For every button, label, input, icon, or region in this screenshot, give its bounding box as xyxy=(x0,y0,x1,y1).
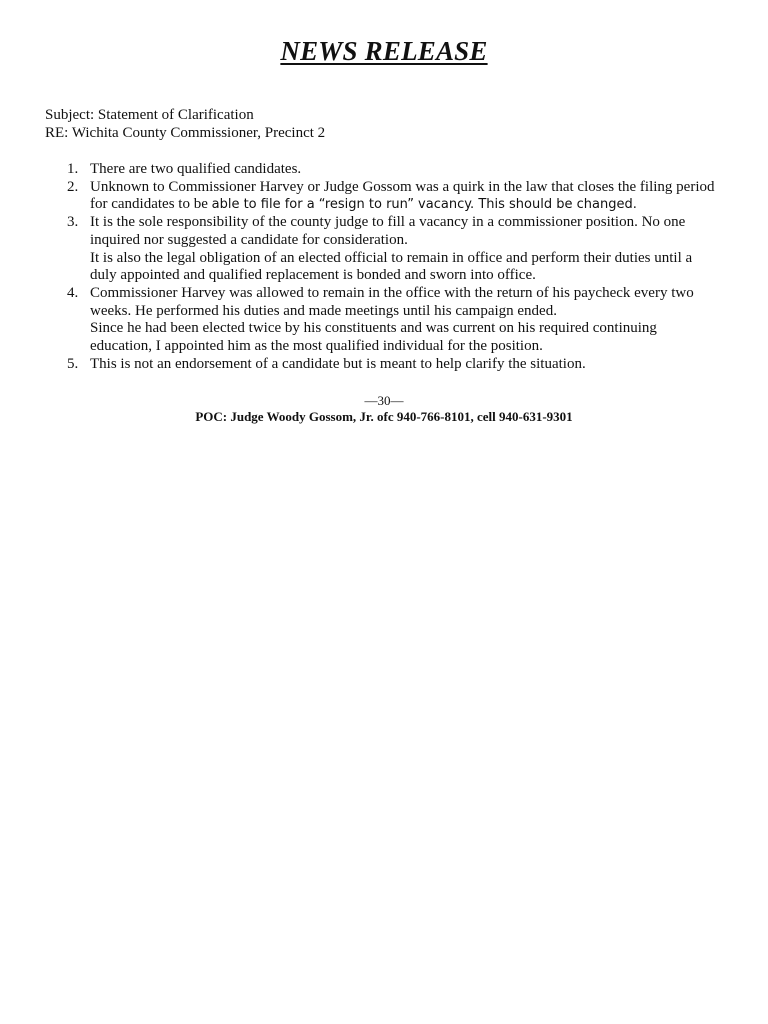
item-line: Unknown to Commissioner Harvey or Judge Gossom was a quirk in the law that closes the filing period xyxy=(90,178,715,195)
item-line: weeks. He performed his duties and made meetings until his campaign ended. xyxy=(90,302,557,319)
item-line: duly appointed and qualified replacement is bonded and sworn into office. xyxy=(90,267,536,284)
item-line: There are two qualified candidates. xyxy=(90,161,302,177)
item-number: 2. xyxy=(67,178,79,195)
end-mark: —30— xyxy=(364,393,404,408)
subject-line: Subject: Statement of Clarification xyxy=(45,107,254,123)
item-number: 4. xyxy=(67,284,79,301)
item-line: Since he had been elected twice by his constituents and was current on his required continuing xyxy=(90,320,657,337)
list-item xyxy=(45,161,735,179)
list-item xyxy=(45,214,735,285)
item-line-part-alt-font: able to file for a “resign to run” vacancy. This should be changed. xyxy=(211,197,637,213)
numbered-list xyxy=(45,161,735,373)
item-line: education, I appointed him as the most qualified individual for the position. xyxy=(90,338,543,355)
list-item xyxy=(45,285,735,356)
item-line-part: for candidates to be xyxy=(90,196,212,213)
point-of-contact: POC: Judge Woody Gossom, Jr. ofc 940-766-8101, cell 940-631-9301 xyxy=(195,409,573,424)
item-number: 5. xyxy=(67,355,79,372)
item-number: 3. xyxy=(67,214,79,231)
re-line: RE: Wichita County Commissioner, Precinct 2 xyxy=(45,124,326,141)
item-line: This is not an endorsement of a candidate but is meant to help clarify the situation. xyxy=(90,355,586,372)
header-block xyxy=(45,107,735,142)
item-line: inquired nor suggested a candidate for consideration. xyxy=(90,231,408,248)
item-line: It is also the legal obligation of an elected official to remain in office and perform their duties until a xyxy=(90,249,693,266)
item-line: It is the sole responsibility of the county judge to fill a vacancy in a commissioner position. No one xyxy=(90,214,686,231)
item-line: Commissioner Harvey was allowed to remain in the office with the return of his paycheck every two xyxy=(90,284,694,301)
page-title: NEWS RELEASE xyxy=(280,36,488,66)
item-line-mixed xyxy=(90,196,735,214)
item-number: 1. xyxy=(67,161,79,177)
list-item xyxy=(45,356,735,374)
list-item xyxy=(45,179,735,214)
